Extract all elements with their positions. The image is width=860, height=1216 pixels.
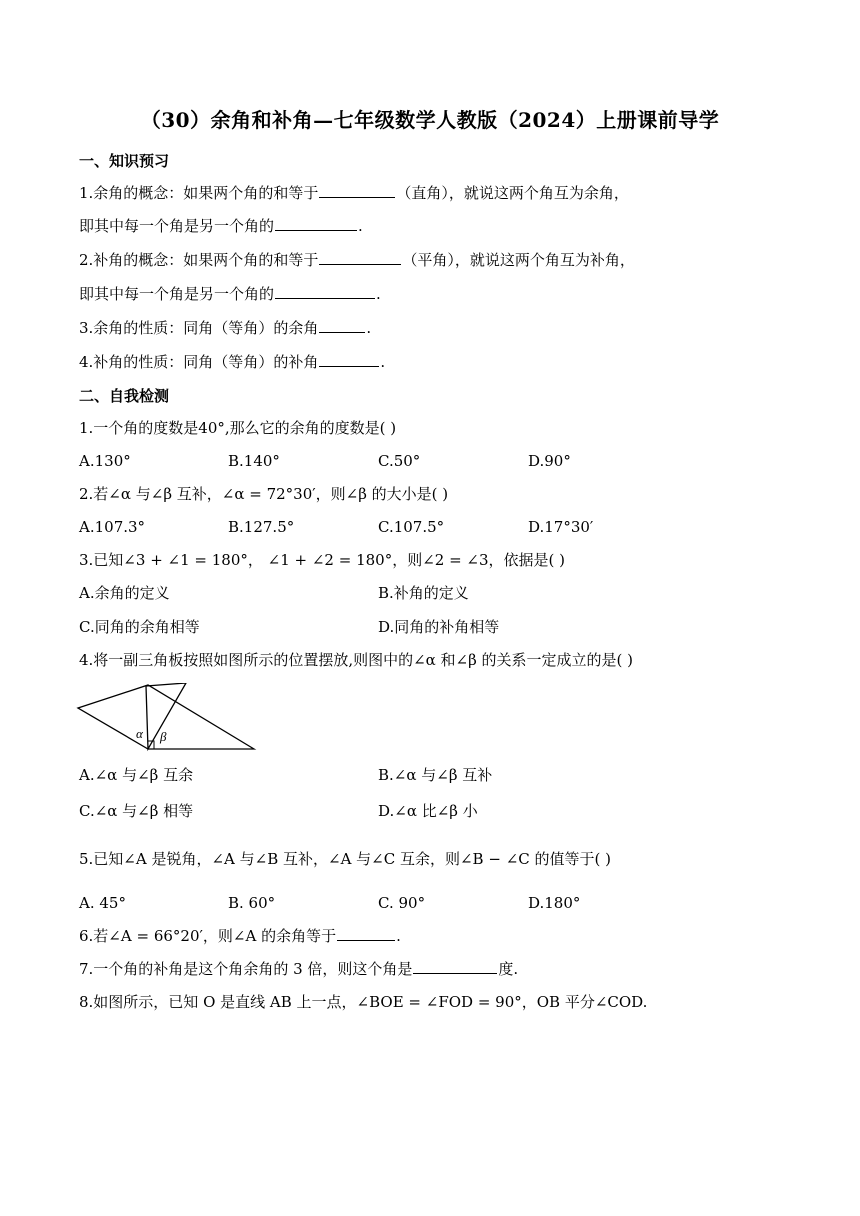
test-2-option-a[interactable]: A.107.3° (79, 518, 146, 536)
set-square-figure (76, 683, 258, 753)
test-3-stem: 3.已知∠3 + ∠1 = 180°， ∠1 + ∠2 = 180°，则∠2 = ∠3，依据是( ) (79, 551, 566, 569)
test-3-option-c[interactable]: C.同角的余角相等 (79, 618, 200, 636)
test-4-option-b[interactable]: B.∠α 与∠β 互补 (378, 766, 493, 784)
answer-blank[interactable] (337, 925, 395, 941)
test-4-option-d[interactable]: D.∠α 比∠β 小 (378, 802, 478, 820)
test-1-stem: 1.一个角的度数是40°,那么它的余角的度数是( ) (79, 419, 397, 437)
test-2-stem: 2.若∠α 与∠β 互补，∠α = 72°30′，则∠β 的大小是( ) (79, 485, 449, 503)
test-2-option-d[interactable]: D.17°30′ (528, 518, 594, 536)
q2-text-a: 2.补角的概念：如果两个角的和等于 (79, 251, 319, 269)
angle-alpha-label: α (136, 726, 143, 741)
test-1-option-b[interactable]: B.140° (228, 452, 280, 470)
section-selftest-heading: 二、自我检测 (79, 387, 170, 405)
answer-blank[interactable] (413, 958, 497, 974)
answer-blank[interactable] (319, 351, 379, 367)
question-1-line-1 (79, 182, 629, 203)
q3-text: 3.余角的性质：同角（等角）的余角 (79, 319, 319, 337)
q1-text-b: （直角），就说这两个角互为余角， (396, 184, 629, 202)
angle-beta-label: β (160, 729, 167, 744)
q2-text-c: 即其中每一个角是另一个角的 (79, 285, 275, 303)
test-3-option-a[interactable]: A.余角的定义 (79, 584, 170, 602)
section-preview-heading: 一、知识预习 (79, 152, 170, 170)
test-4-option-c[interactable]: C.∠α 与∠β 相等 (79, 802, 194, 820)
q1-text-c: 即其中每一个角是另一个角的 (79, 217, 275, 235)
answer-blank[interactable] (319, 182, 395, 198)
test-3-option-b[interactable]: B.补角的定义 (378, 584, 469, 602)
test-2-option-b[interactable]: B.127.5° (228, 518, 295, 536)
test-1-option-d[interactable]: D.90° (528, 452, 571, 470)
answer-blank[interactable] (319, 317, 365, 333)
test-1-option-c[interactable]: C.50° (378, 452, 421, 470)
test-5-option-a[interactable]: A. 45° (79, 894, 126, 912)
answer-blank[interactable] (319, 249, 401, 265)
answer-blank[interactable] (275, 215, 357, 231)
test-3-option-d[interactable]: D.同角的补角相等 (378, 618, 500, 636)
q2-text-b: （平角），就说这两个角互为补角， (402, 251, 635, 269)
q1-text-a: 1.余角的概念：如果两个角的和等于 (79, 184, 319, 202)
test-4-option-a[interactable]: A.∠α 与∠β 互余 (79, 766, 194, 784)
q4-text: 4.补角的性质：同角（等角）的补角 (79, 353, 319, 371)
answer-blank[interactable] (275, 283, 375, 299)
test-7: 7.一个角的补角是这个角余角的 3 倍，则这个角是 度. (79, 960, 519, 978)
t6-text: 6.若∠A = 66°20′，则∠A 的余角等于 (79, 927, 337, 945)
test-5-option-d[interactable]: D.180° (528, 894, 581, 912)
test-5-option-c[interactable]: C. 90° (378, 894, 426, 912)
question-1-line-2: 即其中每一个角是另一个角的 . (79, 217, 363, 235)
test-8-stem: 8.如图所示，已知 O 是直线 AB 上一点，∠BOE = ∠FOD = 90°，OB 平分∠COD. (79, 993, 648, 1011)
question-3: 3.余角的性质：同角（等角）的余角 . (79, 319, 372, 337)
t7-text: 7.一个角的补角是这个角余角的 3 倍，则这个角是 (79, 960, 413, 978)
test-5-option-b[interactable]: B. 60° (228, 894, 276, 912)
question-2-line-2: 即其中每一个角是另一个角的 . (79, 285, 381, 303)
test-1-option-a[interactable]: A.130° (79, 452, 131, 470)
page-title: （30）余角和补角—七年级数学人教版（2024）上册课前导学 (140, 108, 720, 132)
question-4: 4.补角的性质：同角（等角）的补角 . (79, 353, 386, 371)
test-4-stem: 4.将一副三角板按照如图所示的位置摆放,则图中的∠α 和∠β 的关系一定成立的是( ) (79, 651, 634, 669)
test-2-option-c[interactable]: C.107.5° (378, 518, 445, 536)
test-6: 6.若∠A = 66°20′，则∠A 的余角等于 . (79, 927, 401, 945)
test-5-stem: 5.已知∠A 是锐角，∠A 与∠B 互补，∠A 与∠C 互余，则∠B − ∠C 的值等于( ) (79, 850, 611, 868)
question-2-line-1 (79, 249, 635, 270)
